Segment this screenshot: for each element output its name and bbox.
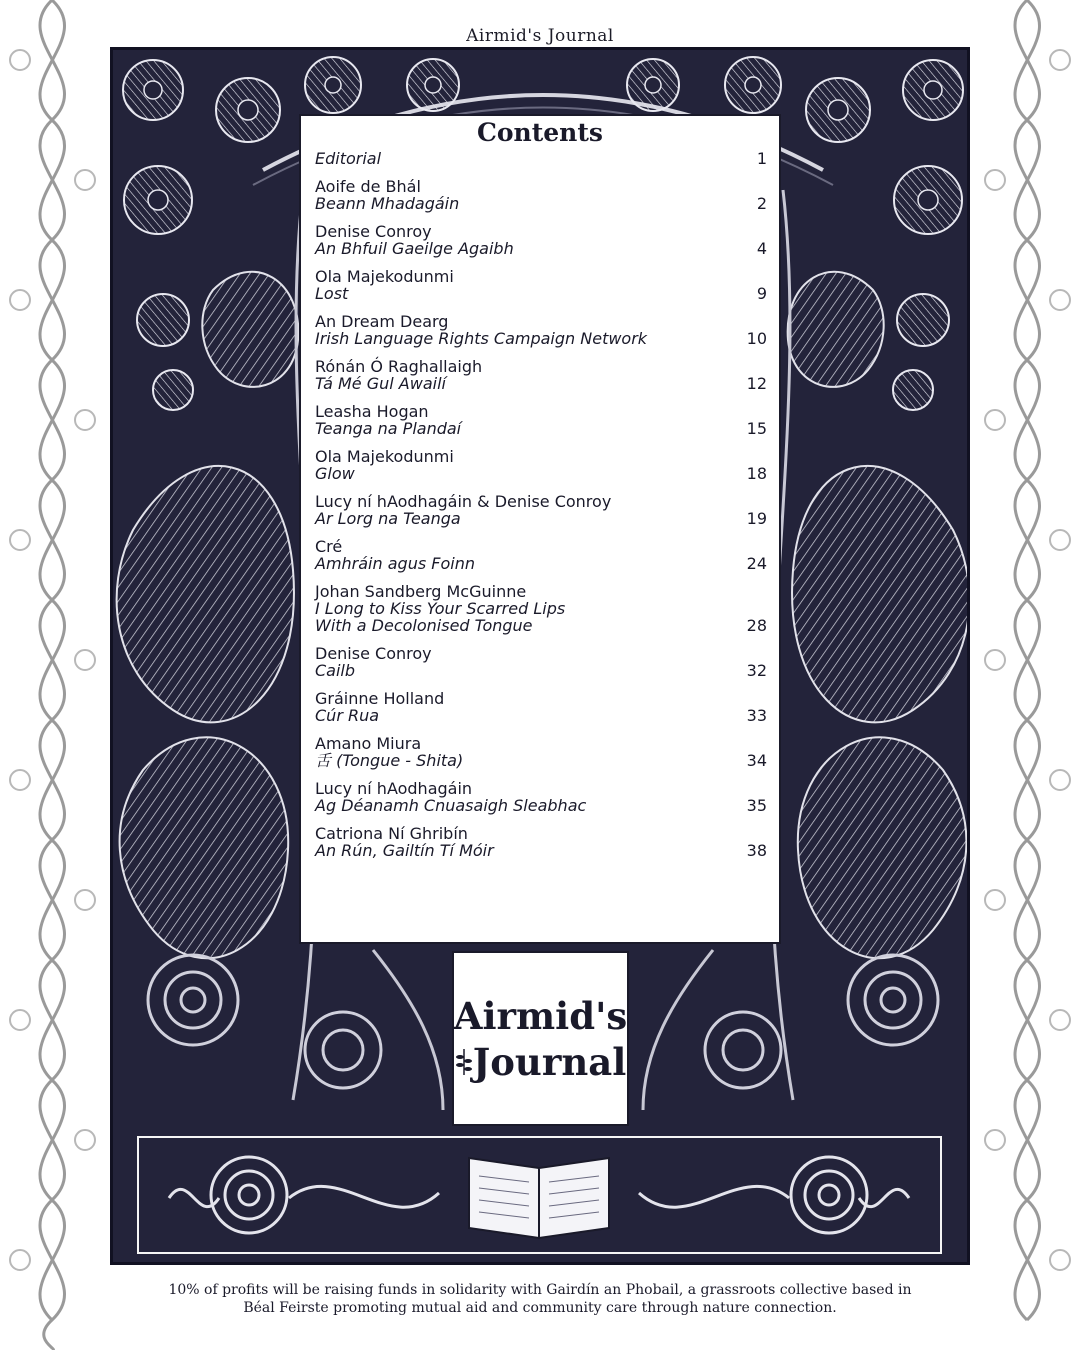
- toc-entry-page: 15: [746, 419, 767, 438]
- contents-list: [315, 150, 767, 870]
- footer-line-2: Béal Feirste promoting mutual aid and community care through nature connection.: [243, 1300, 837, 1316]
- toc-entry-page: 24: [746, 554, 767, 573]
- footer-line-1: 10% of profits will be raising funds in solidarity with Gairdín an Phobail, a grassroots collective based in: [168, 1282, 912, 1298]
- logo-line-2: Journal: [472, 1039, 627, 1084]
- bottom-ornament-band: [137, 1136, 942, 1254]
- toc-entry-author: Leasha Hogan: [315, 402, 429, 421]
- toc-entry-author: An Dream Dearg: [315, 312, 449, 331]
- toc-entry-author: Gráinne Holland: [315, 689, 445, 708]
- toc-entry-page: 12: [746, 374, 767, 393]
- sprig-icon: [455, 1047, 473, 1077]
- toc-entry-title: 舌 (Tongue - Shita): [315, 751, 464, 770]
- left-flourish-border: [0, 0, 105, 1350]
- toc-entry-author: Johan Sandberg McGuinne: [315, 582, 527, 601]
- toc-entry-title-line2: With a Decolonised Tongue: [315, 616, 533, 635]
- toc-entry-author: Catriona Ní Ghribín: [315, 824, 468, 843]
- toc-entry[interactable]: [315, 690, 767, 724]
- toc-entry-page: 28: [746, 616, 767, 635]
- toc-entry[interactable]: [315, 358, 767, 392]
- toc-entry-title: Cúr Rua: [315, 706, 380, 725]
- toc-entry-title: Glow: [315, 464, 355, 483]
- contents-heading: Contents: [476, 118, 603, 147]
- toc-entry-title: I Long to Kiss Your Scarred Lips: [315, 599, 566, 618]
- contents-panel: [299, 114, 781, 944]
- toc-entry-page: 35: [746, 796, 767, 815]
- toc-entry-title: Beann Mhadagáin: [315, 194, 460, 213]
- toc-entry[interactable]: [315, 223, 767, 257]
- toc-entry[interactable]: [315, 493, 767, 527]
- toc-entry-title: Lost: [315, 284, 349, 303]
- toc-entry-title: Ag Déanamh Cnuasaigh Sleabhac: [315, 796, 587, 815]
- toc-entry[interactable]: [315, 735, 767, 769]
- toc-entry-author: Denise Conroy: [315, 222, 432, 241]
- toc-entry-author: Ola Majekodunmi: [315, 267, 454, 286]
- toc-entry[interactable]: [315, 403, 767, 437]
- toc-entry[interactable]: [315, 825, 767, 859]
- right-flourish-border: [975, 0, 1080, 1350]
- toc-entry-author: Lucy ní hAodhagáin & Denise Conroy: [315, 492, 612, 511]
- logo-line-1: Airmid's: [453, 993, 628, 1038]
- toc-entry-author: Denise Conroy: [315, 644, 432, 663]
- toc-entry[interactable]: [315, 538, 767, 572]
- toc-entry[interactable]: [315, 583, 767, 634]
- toc-entry-title: Editorial: [315, 149, 382, 168]
- toc-entry-author: Cré: [315, 537, 343, 556]
- toc-entry[interactable]: [315, 780, 767, 814]
- toc-entry[interactable]: [315, 313, 767, 347]
- journal-logo: [452, 951, 629, 1126]
- toc-entry-author: Aoife de Bhál: [315, 177, 421, 196]
- toc-entry-title: Teanga na Plandaí: [315, 419, 462, 438]
- toc-entry-author: Amano Miura: [315, 734, 422, 753]
- toc-entry-page: 19: [746, 509, 767, 528]
- journal-header-title: Airmid's Journal: [466, 26, 614, 46]
- toc-entry-page: 33: [746, 706, 767, 725]
- toc-entry[interactable]: [315, 268, 767, 302]
- toc-entry-title: Cailb: [315, 661, 356, 680]
- toc-entry[interactable]: [315, 448, 767, 482]
- toc-entry-title: Irish Language Rights Campaign Network: [315, 329, 648, 348]
- toc-entry-page: 32: [746, 661, 767, 680]
- toc-entry[interactable]: [315, 178, 767, 212]
- toc-entry-page: 1: [756, 149, 767, 168]
- toc-entry-title: Tá Mé Gul Awailí: [315, 374, 446, 393]
- toc-entry[interactable]: [315, 645, 767, 679]
- toc-entry-page: 10: [746, 329, 767, 348]
- toc-entry-author: Lucy ní hAodhagáin: [315, 779, 473, 798]
- toc-entry-title: Amhráin agus Foinn: [315, 554, 475, 573]
- toc-entry-author: Ola Majekodunmi: [315, 447, 454, 466]
- toc-entry-page: 9: [756, 284, 767, 303]
- toc-entry-page: 4: [756, 239, 767, 258]
- toc-entry-author: Rónán Ó Raghallaigh: [315, 357, 483, 376]
- toc-entry[interactable]: [315, 150, 767, 167]
- footer-note: [90, 1281, 990, 1317]
- toc-entry-title: An Rún, Gailtín Tí Móir: [315, 841, 494, 860]
- toc-entry-page: 18: [746, 464, 767, 483]
- open-book-icon: [469, 1158, 609, 1238]
- toc-entry-page: 34: [746, 751, 767, 770]
- toc-entry-title: Ar Lorg na Teanga: [315, 509, 461, 528]
- toc-entry-page: 38: [746, 841, 767, 860]
- toc-entry-page: 2: [756, 194, 767, 213]
- toc-entry-title: An Bhfuil Gaeilge Agaibh: [315, 239, 514, 258]
